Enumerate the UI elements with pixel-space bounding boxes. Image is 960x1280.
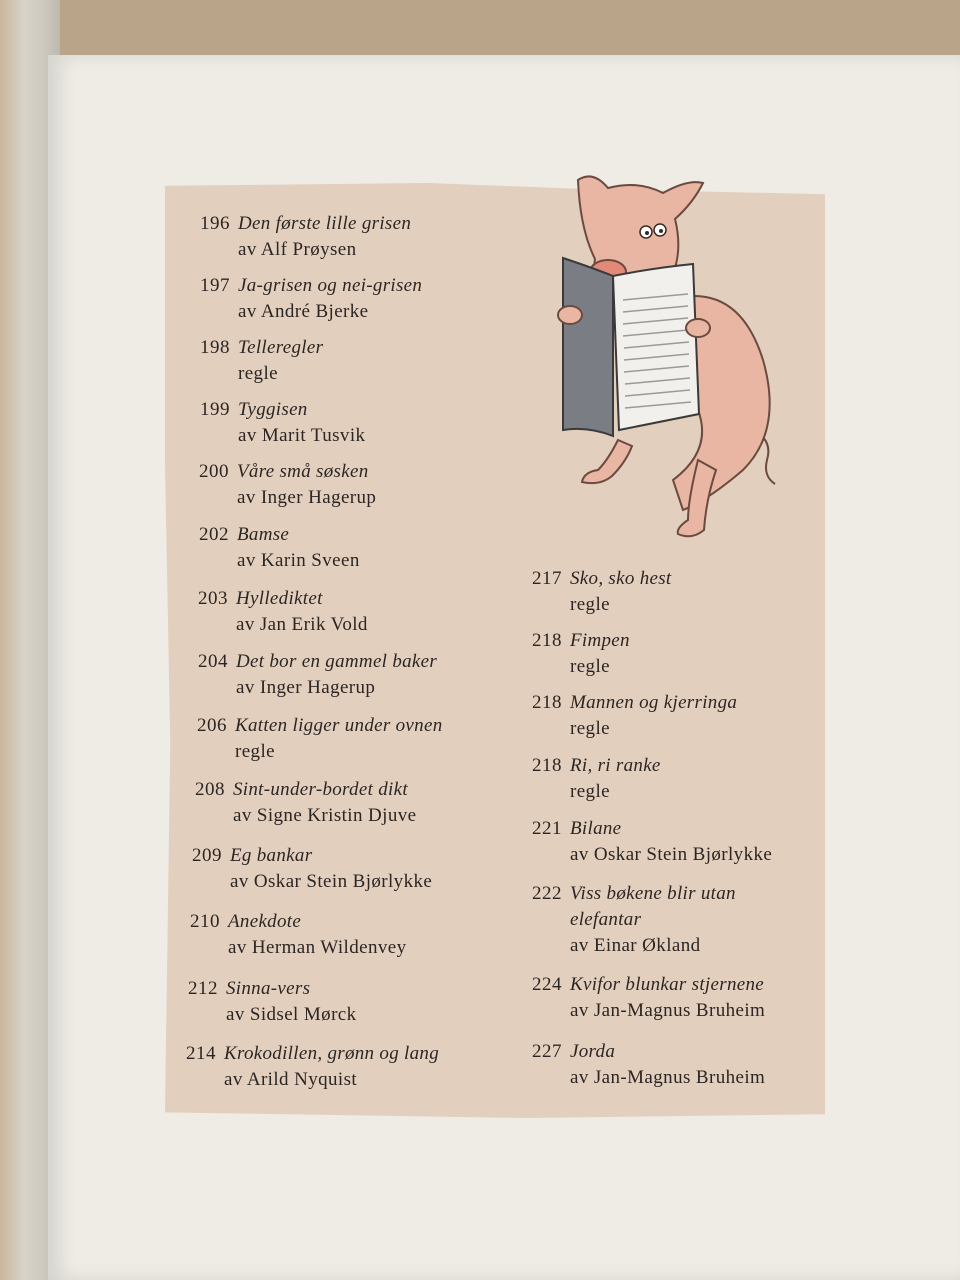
page-number: 202 bbox=[199, 524, 229, 545]
page-number: 196 bbox=[200, 213, 230, 234]
poem-title: Ja-grisen og nei-grisen bbox=[238, 275, 423, 296]
toc-entry bbox=[518, 816, 818, 868]
poem-author: regle bbox=[570, 594, 610, 615]
toc-entry bbox=[184, 586, 504, 638]
toc-entry bbox=[183, 713, 513, 765]
poem-author: av Einar Økland bbox=[570, 935, 701, 956]
poem-author: av Karin Sveen bbox=[237, 550, 360, 571]
page-number: 221 bbox=[532, 818, 562, 839]
poem-title: Sinna-vers bbox=[226, 978, 311, 999]
toc-entry bbox=[181, 777, 511, 829]
poem-title: Bamse bbox=[237, 524, 290, 545]
page-number: 217 bbox=[532, 568, 562, 589]
toc-entry bbox=[176, 909, 506, 961]
poem-author: av Inger Hagerup bbox=[237, 487, 377, 508]
poem-author: av Alf Prøysen bbox=[238, 239, 357, 260]
page-number: 204 bbox=[198, 651, 228, 672]
toc-entry bbox=[518, 972, 818, 1024]
poem-author: av Sidsel Mørck bbox=[226, 1004, 357, 1025]
page-number: 227 bbox=[532, 1041, 562, 1062]
poem-author: regle bbox=[235, 741, 275, 762]
poem-title: Ri, ri ranke bbox=[570, 755, 661, 776]
poem-title: Sko, sko hest bbox=[570, 568, 672, 589]
poem-title: Den første lille grisen bbox=[238, 213, 412, 234]
poem-author: regle bbox=[570, 656, 610, 677]
page-number: 198 bbox=[200, 337, 230, 358]
page-number: 209 bbox=[192, 845, 222, 866]
poem-title: Eg bankar bbox=[230, 845, 313, 866]
poem-title-continued: elefantar bbox=[570, 909, 642, 930]
page-number: 197 bbox=[200, 275, 230, 296]
page-number: 199 bbox=[200, 399, 230, 420]
toc-entry bbox=[186, 273, 506, 325]
poem-title: Kvifor blunkar stjernene bbox=[570, 974, 765, 995]
page-number: 200 bbox=[199, 461, 229, 482]
toc-entry bbox=[186, 335, 506, 387]
page-number: 218 bbox=[532, 692, 562, 713]
toc-entry bbox=[518, 566, 818, 618]
toc-entry bbox=[518, 1039, 818, 1091]
poem-title: Våre små søsken bbox=[237, 461, 369, 482]
poem-title: Jorda bbox=[570, 1041, 616, 1062]
page-number: 208 bbox=[195, 779, 225, 800]
page-number: 224 bbox=[532, 974, 562, 995]
toc-entry bbox=[185, 459, 505, 511]
poem-title: Katten ligger under ovnen bbox=[235, 715, 443, 736]
poem-author: av Oskar Stein Bjørlykke bbox=[230, 871, 433, 892]
poem-title: Fimpen bbox=[570, 630, 630, 651]
poem-author: av Arild Nyquist bbox=[224, 1069, 358, 1090]
poem-title: Det bor en gammel baker bbox=[236, 651, 438, 672]
toc-entry bbox=[518, 753, 818, 805]
page-number: 218 bbox=[532, 630, 562, 651]
poem-author: av André Bjerke bbox=[238, 301, 369, 322]
poem-author: av Herman Wildenvey bbox=[228, 937, 407, 958]
page-number: 203 bbox=[198, 588, 228, 609]
poem-author: regle bbox=[570, 781, 610, 802]
toc-entry bbox=[184, 649, 514, 701]
poem-author: regle bbox=[570, 718, 610, 739]
toc-entry bbox=[172, 1041, 512, 1093]
poem-author: av Jan-Magnus Bruheim bbox=[570, 1000, 766, 1021]
toc-entry bbox=[185, 522, 505, 574]
page-number: 218 bbox=[532, 755, 562, 776]
page-number: 210 bbox=[190, 911, 220, 932]
poem-title: Sint-under-bordet dikt bbox=[233, 779, 408, 800]
page-number: 222 bbox=[532, 883, 562, 904]
toc-entry bbox=[186, 397, 506, 449]
poem-title: Tyggisen bbox=[238, 399, 308, 420]
poem-title: Anekdote bbox=[228, 911, 302, 932]
toc-entry bbox=[518, 690, 818, 742]
poem-author: regle bbox=[238, 363, 278, 384]
poem-title: Krokodillen, grønn og lang bbox=[224, 1043, 440, 1064]
poem-title: Mannen og kjerringa bbox=[570, 692, 738, 713]
poem-title: Bilane bbox=[570, 818, 622, 839]
poem-author: av Inger Hagerup bbox=[236, 677, 376, 698]
toc-entry bbox=[174, 976, 504, 1028]
page-number: 214 bbox=[186, 1043, 216, 1064]
poem-author: av Marit Tusvik bbox=[238, 425, 366, 446]
poem-author: av Signe Kristin Djuve bbox=[233, 805, 417, 826]
poem-title: Telleregler bbox=[238, 337, 324, 358]
poem-author: av Oskar Stein Bjørlykke bbox=[570, 844, 773, 865]
toc-entry bbox=[186, 211, 506, 263]
poem-title: Viss bøkene blir utan bbox=[570, 883, 736, 904]
toc-entry bbox=[518, 881, 818, 959]
poem-title: Hyllediktet bbox=[236, 588, 323, 609]
pig-reading-newspaper-icon bbox=[548, 160, 780, 540]
page-number: 206 bbox=[197, 715, 227, 736]
toc-entry bbox=[518, 628, 818, 680]
poem-author: av Jan Erik Vold bbox=[236, 614, 368, 635]
poem-author: av Jan-Magnus Bruheim bbox=[570, 1067, 766, 1088]
page-number: 212 bbox=[188, 978, 218, 999]
toc-entry bbox=[178, 843, 508, 895]
